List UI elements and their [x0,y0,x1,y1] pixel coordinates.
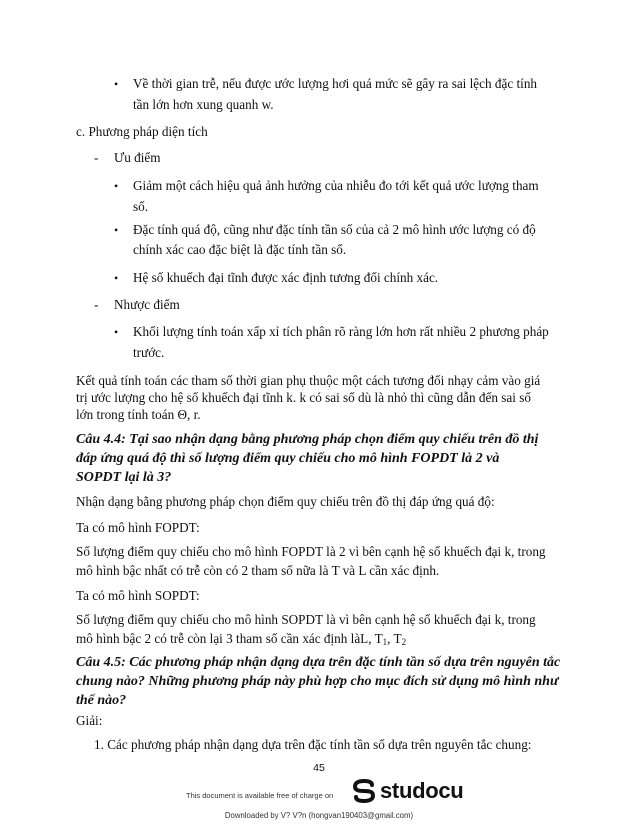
bullet-text: Về thời gian trễ, nếu được ước lượng hơi quá mức sẽ gây ra sai lệch đặc tính [133,76,538,91]
bullet-text: số. [133,199,149,214]
bullet-text: Giảm một cách hiệu quả ảnh hưởng của nhiễu đo tới kết quả ước lượng tham [133,178,539,193]
subscript: 1 [382,637,388,647]
bullet-text: Đặc tính quá độ, cũng như đặc tính tần số của cả 2 mô hình ước lượng có độ [133,222,536,237]
subheading: Ưu điểm [114,150,161,165]
availability-note: This document is available free of charge on [186,791,334,800]
bullet-text: trước. [133,345,165,360]
paragraph-line [76,631,406,650]
paragraph-line: Giải: [76,713,103,728]
dash-icon: - [94,150,99,165]
paragraph-line: Kết quả tính toán các tham số thời gian phụ thuộc một cách tương đối nhạy cảm vào giá [76,373,541,388]
studocu-logo[interactable] [352,778,463,804]
paragraph-line: trị ước lượng cho hệ số khuếch đại tĩnh k. k có sai số dù là nhỏ thì cũng dẫn đến sai số [76,390,531,405]
question-heading: Câu 4.5: Các phương pháp nhận dạng dựa trên đặc tính tần số dựa trên nguyên tắc [76,655,561,670]
subscript: 2 [401,637,407,647]
paragraph-line: lớn trong tính toán Θ, r. [76,407,201,422]
question-heading: chung nào? Những phương pháp này phù hợp cho mục đích sử dụng mô hình như [76,674,559,689]
bullet-icon: • [114,271,119,285]
question-heading: đáp ứng quá độ thì số lượng điểm quy chiếu cho mô hình FOPDT là 2 và [76,451,500,466]
studocu-logo-icon [352,779,376,803]
download-note: Downloaded by V? V?n (hongvan190403@gmail.com) [224,811,414,820]
studocu-wordmark: studocu [380,778,464,803]
question-heading: Câu 4.4: Tại sao nhận dạng bằng phương pháp chọn điểm quy chiếu trên đồ thị [76,432,539,447]
paragraph-line: Nhận dạng bằng phương pháp chọn điểm quy chiếu trên đồ thị đáp ứng quá độ: [76,494,495,509]
paragraph-line: Ta có mô hình FOPDT: [76,520,200,535]
page-number: 45 [313,762,325,774]
bullet-icon: • [114,179,119,193]
bullet-text: Hệ số khuếch đại tĩnh được xác định tương đối chính xác. [133,270,439,285]
bullet-text: tần lớn hơn xung quanh w. [133,97,274,112]
paragraph-line: Số lượng điểm quy chiếu cho mô hình SOPDT là vì bên cạnh hệ số khuếch đại k, trong [76,612,536,627]
question-heading: SOPDT lại là 3? [76,470,172,485]
section-heading: c. Phương pháp diện tích [76,124,208,139]
paragraph-line: mô hình bậc nhất có trễ còn có 2 tham số nữa là T và L cần xác định. [76,563,440,578]
question-heading: thế nào? [76,693,127,708]
text-run: mô hình bậc 2 có trễ còn lại 3 tham số cần xác định làL, T [76,631,383,646]
bullet-text: Khối lượng tính toán xấp xỉ tích phân rõ ràng lớn hơn rất nhiều 2 phương pháp [133,324,549,339]
text-run: , T [387,631,402,646]
bullet-icon: • [114,77,119,91]
numbered-item: 1. Các phương pháp nhận dạng dựa trên đặc tính tần số dựa trên nguyên tắc chung: [94,737,532,752]
bullet-icon: • [114,325,119,339]
bullet-text: chính xác cao đặc biệt là đặc tính tần số. [133,242,347,257]
paragraph-line: Ta có mô hình SOPDT: [76,588,200,603]
subheading: Nhược điểm [114,297,180,312]
paragraph-line: Số lượng điểm quy chiếu cho mô hình FOPDT là 2 vì bên cạnh hệ số khuếch đại k, trong [76,544,546,559]
dash-icon: - [94,297,99,312]
bullet-icon: • [114,223,119,237]
